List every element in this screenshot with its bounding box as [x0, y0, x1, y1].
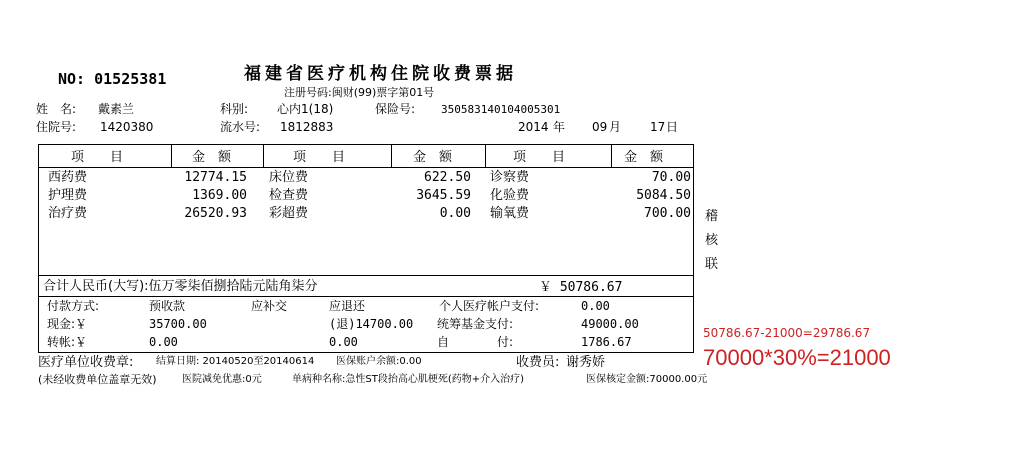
fee-item-amount: 70.00: [651, 170, 691, 185]
insurance-balance: 医保账户余额:0.00: [336, 356, 422, 367]
seal-label: 医疗单位收费章:: [38, 355, 134, 370]
audit-char: 核: [705, 233, 719, 248]
patient-name: 戴素兰: [98, 102, 135, 116]
table-col-divider: [485, 145, 486, 167]
cash-label: 现金:￥: [47, 317, 88, 331]
total-in-words: 合计人民币(大写):伍万零柒佰捌拾陆元陆角柒分: [43, 279, 318, 294]
receipt-number-label: NO:: [58, 70, 86, 88]
disease-name: 单病种名称:急性ST段抬高心肌梗死(药物+介入治疗): [292, 374, 525, 385]
fee-item-name: 治疗费: [48, 206, 88, 221]
refund-value: (退)14700.00: [329, 317, 414, 331]
date-month: 09: [592, 120, 608, 134]
pooled-fund-label: 统筹基金支付:: [437, 317, 514, 331]
fee-item-name: 检查费: [269, 188, 309, 203]
cashier-name: 谢秀娇: [566, 355, 606, 370]
payment-method-label: 付款方式:: [47, 299, 100, 313]
validity-note: (未经收费单位盖章无效): [38, 373, 157, 386]
fee-item-name: 床位费: [269, 170, 309, 185]
cash-prepay-value: 35700.00: [149, 317, 207, 331]
insurance-label: 保险号:: [375, 102, 416, 116]
personal-account-label: 个人医疗帐户支付:: [439, 299, 540, 313]
date-year: 2014: [518, 120, 549, 134]
personal-account-value: 0.00: [581, 299, 610, 313]
receipt-number: [58, 72, 166, 87]
fee-item-amount: 26520.93: [184, 206, 247, 221]
serial-number: 1812883: [280, 120, 334, 134]
audit-copy-label: [705, 205, 721, 277]
self-pay-value: 1786.67: [581, 335, 632, 349]
registration-number: 注册号码:闽财(99)票字第01号: [284, 86, 435, 99]
fee-item-amount: 5084.50: [636, 188, 691, 203]
fee-item-amount: 622.50: [424, 170, 471, 185]
date-day: 17: [650, 120, 666, 134]
column-header-amount: 金 额: [413, 150, 453, 165]
audit-char: 稽: [705, 209, 719, 224]
fee-item-amount: 12774.15: [184, 170, 247, 185]
table-items-divider: [39, 275, 693, 276]
fee-item-name: 护理费: [48, 188, 88, 203]
table-col-divider: [391, 145, 392, 167]
date-day-unit: 日: [666, 120, 679, 134]
date-year-unit: 年: [553, 120, 566, 134]
date-month-unit: 月: [609, 120, 622, 134]
column-header-amount: 金 额: [624, 150, 664, 165]
fee-item-name: 化验费: [490, 188, 530, 203]
fee-item-amount: 3645.59: [416, 188, 471, 203]
hospital-discount: 医院减免优惠:0元: [182, 374, 262, 385]
column-header-item: 项 目: [71, 150, 124, 165]
stay-dates: 结算日期: 20140520至20140614: [156, 356, 315, 367]
prepay-label: 预收款: [149, 299, 186, 313]
column-header-item: 项 目: [513, 150, 566, 165]
column-header-item: 项 目: [293, 150, 346, 165]
fee-item-name: 彩超费: [269, 206, 309, 221]
fee-table: [38, 144, 694, 353]
cashier-label: 收费员:: [516, 355, 560, 370]
serial-label: 流水号:: [220, 120, 261, 134]
table-header-divider: [39, 167, 693, 168]
table-col-divider: [263, 145, 264, 167]
fee-item-name: 西药费: [48, 170, 88, 185]
name-label: 姓 名:: [36, 102, 77, 116]
column-header-amount: 金 额: [192, 150, 232, 165]
admission-number: 1420380: [100, 120, 154, 134]
table-col-divider: [171, 145, 172, 167]
calculation-annotation: 50786.67-21000=29786.67: [703, 326, 871, 340]
pooled-fund-value: 49000.00: [581, 317, 639, 331]
fee-item-amount: 1369.00: [192, 188, 247, 203]
transfer-label: 转帐:￥: [47, 335, 88, 349]
total-amount: ￥ 50786.67: [539, 280, 623, 295]
insurance-number: 350583140104005301: [441, 103, 561, 116]
transfer-prepay-value: 0.00: [149, 335, 178, 349]
document-title: 福建省医疗机构住院收费票据: [244, 64, 517, 84]
fee-item-amount: 700.00: [644, 206, 691, 221]
fee-item-amount: 0.00: [439, 206, 471, 221]
dept-label: 科别:: [220, 102, 249, 116]
department: 心内1(18): [277, 102, 334, 116]
admission-label: 住院号:: [36, 120, 77, 134]
calculation-annotation: 70000*30%=21000: [703, 345, 891, 370]
table-col-divider: [611, 145, 612, 167]
table-total-divider: [39, 296, 693, 297]
audit-char: 联: [705, 257, 719, 272]
fee-item-name: 诊察费: [490, 170, 530, 185]
insurance-approved-amount: 医保核定金额:70000.00元: [586, 374, 708, 385]
refund-label: 应退还: [329, 299, 366, 313]
self-pay-label: 自 付:: [437, 335, 514, 349]
fee-item-name: 输氧费: [490, 206, 530, 221]
transfer-supplement-value: 0.00: [329, 335, 358, 349]
supplement-label: 应补交: [251, 299, 288, 313]
receipt-number-value: 01525381: [94, 70, 167, 88]
